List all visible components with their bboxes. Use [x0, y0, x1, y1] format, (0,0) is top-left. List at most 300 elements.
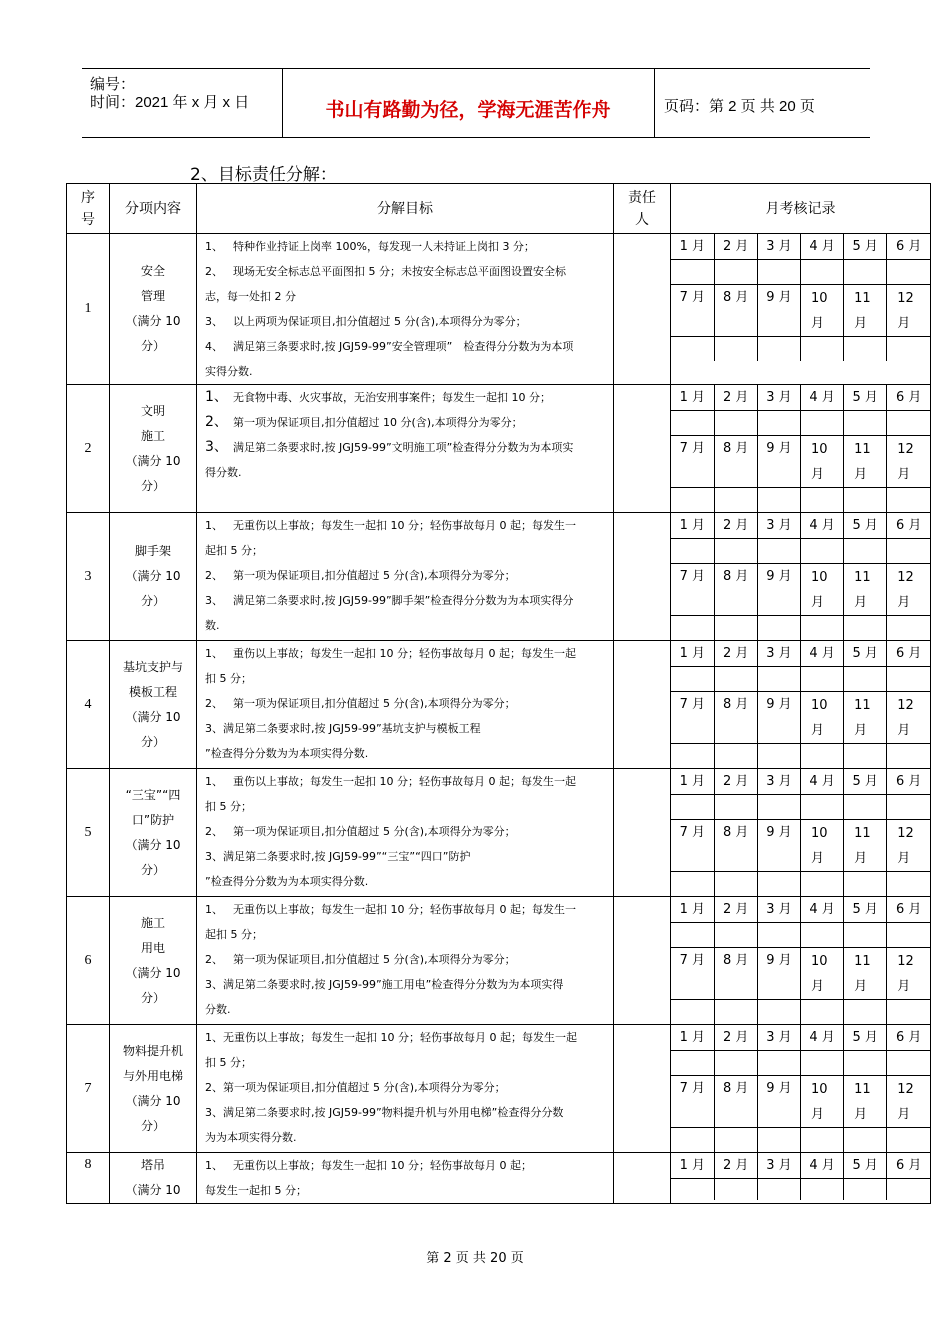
category-line: 分）	[140, 990, 165, 1005]
month-record-cell[interactable]	[714, 539, 757, 564]
month-record-cell[interactable]	[887, 616, 930, 641]
category-line: 脚手架	[134, 544, 171, 558]
month-record-cell[interactable]	[800, 1128, 843, 1153]
month-record-cell[interactable]	[800, 923, 843, 948]
table-row	[67, 1025, 931, 1153]
month-record-cell[interactable]	[757, 539, 800, 564]
target-line-number: 1、	[205, 519, 223, 532]
month-label: 1 月	[671, 385, 714, 411]
table-row	[67, 897, 931, 1025]
row-monthly-record	[671, 897, 931, 1025]
month-record-cell[interactable]	[800, 539, 843, 564]
month-record-cell[interactable]	[757, 411, 800, 436]
target-line-number: 2、	[205, 697, 223, 710]
target-line-number: 4、	[205, 340, 223, 353]
month-label: 12 月	[887, 436, 930, 488]
category-line: （满分 10	[125, 965, 181, 980]
month-label: 11 月	[844, 285, 887, 337]
category-line: （满分 10	[125, 1093, 181, 1108]
target-line-number: 2、	[205, 953, 223, 966]
row-category	[110, 385, 197, 513]
month-label: 2 月	[714, 234, 757, 260]
month-record-cell[interactable]	[800, 1051, 843, 1076]
target-line-text: ”检查得分分数为为本项实得分数.	[205, 875, 369, 888]
month-record-cell[interactable]	[887, 923, 930, 948]
target-line-text: 3、满足第二条要求时,按 JGJ59-99”物料提升机与外用电梯”检查得分分数	[205, 1106, 564, 1119]
month-record-cell[interactable]	[671, 795, 714, 820]
target-line-text: 扣 5 分；	[205, 800, 252, 813]
month-label: 2 月	[714, 769, 757, 795]
target-line	[205, 947, 607, 972]
target-line-text: 第一项为保证项目,扣分值超过 5 分(含),本项得分为零分；	[233, 825, 516, 838]
month-label: 10 月	[800, 285, 843, 337]
month-record-cell[interactable]	[887, 795, 930, 820]
month-record-cell[interactable]	[887, 1000, 930, 1025]
target-line-text: 重伤以上事故；每发生一起扣 10 分；轻伤事故每月 0 起；每发生一起	[233, 775, 576, 788]
month-label: 1 月	[671, 897, 714, 923]
month-label: 1 月	[671, 641, 714, 667]
row-seq: 1	[67, 234, 110, 385]
month-record-cell[interactable]	[671, 744, 714, 769]
target-line	[205, 460, 607, 485]
month-record-cell[interactable]	[714, 411, 757, 436]
month-record-cell[interactable]	[844, 260, 887, 285]
month-label: 8 月	[714, 820, 757, 872]
target-line-text: 满足第三条要求时,按 JGJ59-99”安全管理项” 检查得分分数为为本项	[233, 340, 574, 353]
target-line-text: 以上两项为保证项目,扣分值超过 5 分(含),本项得分为零分；	[233, 315, 527, 328]
month-label: 3 月	[757, 513, 800, 539]
target-line	[205, 588, 607, 613]
category-line: 与外用电梯	[122, 1068, 183, 1083]
month-record-cell[interactable]	[844, 539, 887, 564]
month-record-cell[interactable]	[671, 616, 714, 641]
month-record-cell[interactable]	[844, 872, 887, 897]
month-record-cell[interactable]	[757, 1128, 800, 1153]
category-line: 分）	[140, 339, 165, 353]
month-record-cell[interactable]	[800, 488, 843, 513]
page-footer: 第 2 页 共 20 页	[426, 1251, 524, 1266]
row-monthly-record	[671, 1153, 931, 1204]
target-line-text: 无重伤以上事故；每发生一起扣 10 分；轻伤事故每月 0 起；每发生一	[233, 903, 576, 916]
row-category	[110, 641, 197, 769]
target-line-text: 扣 5 分；	[205, 1056, 252, 1069]
month-record-cell[interactable]	[757, 1179, 800, 1201]
month-record-cell[interactable]	[844, 1000, 887, 1025]
month-record-cell[interactable]	[671, 411, 714, 436]
month-record-cell[interactable]	[800, 667, 843, 692]
target-line-text: 第一项为保证项目,扣分值超过 5 分(含),本项得分为零分；	[233, 953, 516, 966]
month-label: 6 月	[887, 385, 930, 411]
target-line	[205, 997, 607, 1022]
month-record-cell[interactable]	[714, 260, 757, 285]
category-line: （满分 10	[125, 569, 181, 583]
month-record-cell[interactable]	[800, 795, 843, 820]
month-label: 7 月	[671, 692, 714, 744]
row-seq: 3	[67, 513, 110, 641]
month-record-cell[interactable]	[887, 337, 930, 362]
category-line: 文明	[140, 403, 165, 418]
month-label: 11 月	[844, 564, 887, 616]
month-record-cell[interactable]	[757, 260, 800, 285]
month-label: 7 月	[671, 1076, 714, 1128]
month-record-cell[interactable]	[887, 744, 930, 769]
target-line-text: 无重伤以上事故；每发生一起扣 10 分；轻伤事故每月 0 起；	[233, 1159, 532, 1172]
month-record-cell[interactable]	[714, 1128, 757, 1153]
header-seq	[67, 184, 110, 234]
month-label: 5 月	[844, 1153, 887, 1179]
month-label: 8 月	[714, 436, 757, 488]
month-record-cell[interactable]	[714, 488, 757, 513]
target-line-text: 每发生一起扣 5 分；	[205, 1184, 307, 1197]
month-record-cell[interactable]	[757, 1000, 800, 1025]
month-record-cell[interactable]	[714, 1051, 757, 1076]
table-header-row	[67, 184, 931, 234]
month-record-cell[interactable]	[757, 337, 800, 362]
target-line	[205, 1100, 607, 1125]
row-responsible-cell[interactable]	[614, 385, 671, 513]
month-label: 12 月	[887, 1076, 930, 1128]
row-target-description	[197, 234, 614, 385]
month-record-cell[interactable]	[887, 1128, 930, 1153]
month-record-cell[interactable]	[844, 795, 887, 820]
target-line	[205, 1153, 607, 1178]
month-record-cell[interactable]	[671, 1000, 714, 1025]
month-record-cell[interactable]	[887, 260, 930, 285]
month-label: 3 月	[757, 897, 800, 923]
month-label: 8 月	[714, 1076, 757, 1128]
month-record-cell[interactable]	[800, 411, 843, 436]
month-record-cell[interactable]	[714, 872, 757, 897]
month-label: 12 月	[887, 564, 930, 616]
month-record-cell[interactable]	[757, 616, 800, 641]
month-record-cell[interactable]	[800, 872, 843, 897]
target-line	[205, 234, 607, 259]
month-label: 6 月	[887, 1153, 930, 1179]
month-label: 5 月	[844, 897, 887, 923]
category-line: 基坑支护与	[122, 659, 183, 674]
month-label: 7 月	[671, 948, 714, 1000]
month-label: 9 月	[757, 1076, 800, 1128]
target-line-text: 3、满足第二条要求时,按 JGJ59-99”施工用电”检查得分分数为为本项实得	[205, 978, 564, 991]
month-record-cell[interactable]	[757, 667, 800, 692]
target-line	[205, 922, 607, 947]
row-category	[110, 769, 197, 897]
month-record-cell[interactable]	[671, 539, 714, 564]
target-line	[205, 259, 607, 284]
doc-number: 编号：	[90, 76, 136, 93]
row-seq: 6	[67, 897, 110, 1025]
month-record-cell[interactable]	[887, 872, 930, 897]
month-record-cell[interactable]	[757, 923, 800, 948]
category-line: 施工	[140, 915, 165, 930]
target-line	[205, 385, 607, 410]
target-line-text: 满足第二条要求时,按 JGJ59-99”脚手架”检查得分分数为为本项实得分	[233, 594, 574, 607]
target-line-number: 1、	[205, 389, 228, 405]
month-record-cell[interactable]	[714, 923, 757, 948]
target-line	[205, 844, 607, 869]
month-label: 2 月	[714, 513, 757, 539]
category-line: 用电	[140, 940, 165, 955]
month-record-cell[interactable]	[714, 1179, 757, 1201]
month-label: 11 月	[844, 820, 887, 872]
month-record-cell[interactable]	[714, 744, 757, 769]
month-record-cell[interactable]	[844, 1128, 887, 1153]
month-label: 3 月	[757, 1025, 800, 1051]
month-label: 6 月	[887, 1025, 930, 1051]
month-record-cell[interactable]	[844, 411, 887, 436]
target-line-number: 3、	[205, 594, 223, 607]
row-target-description	[197, 385, 614, 513]
month-label: 4 月	[800, 513, 843, 539]
month-record-cell[interactable]	[844, 337, 887, 362]
month-label: 5 月	[844, 1025, 887, 1051]
target-line-text: 无重伤以上事故；每发生一起扣 10 分；轻伤事故每月 0 起；每发生一	[233, 519, 576, 532]
target-line	[205, 284, 607, 309]
monthly-record-grid	[671, 234, 930, 361]
row-responsible-cell[interactable]	[614, 513, 671, 641]
target-line-text: 第一项为保证项目,扣分值超过 10 分(含),本项得分为零分；	[233, 416, 523, 429]
monthly-record-grid	[671, 897, 930, 1024]
target-line-number: 1、	[205, 1159, 223, 1172]
target-line-number: 1、	[205, 903, 223, 916]
month-label: 3 月	[757, 769, 800, 795]
month-record-cell[interactable]	[714, 337, 757, 362]
category-line: （满分 10	[125, 314, 181, 328]
month-label: 9 月	[757, 692, 800, 744]
row-category	[110, 234, 197, 385]
target-line-text: 2、第一项为保证项目,扣分值超过 5 分(含),本项得分为零分；	[205, 1081, 506, 1094]
month-record-cell[interactable]	[757, 795, 800, 820]
category-line: 塔吊	[140, 1158, 165, 1172]
row-monthly-record	[671, 513, 931, 641]
target-line-number: 2、	[205, 414, 228, 430]
target-line-text: 3、满足第二条要求时,按 JGJ59-99”“三宝”“四口”防护	[205, 850, 471, 863]
month-record-cell[interactable]	[887, 667, 930, 692]
month-record-cell[interactable]	[887, 411, 930, 436]
monthly-record-grid	[671, 641, 930, 768]
month-record-cell[interactable]	[844, 1179, 887, 1201]
month-label: 5 月	[844, 641, 887, 667]
month-label: 12 月	[887, 820, 930, 872]
month-label: 3 月	[757, 234, 800, 260]
target-line	[205, 741, 607, 766]
month-label: 9 月	[757, 820, 800, 872]
table-row	[67, 513, 931, 641]
target-line-text: 现场无安全标志总平面图扣 5 分；未按安全标志总平面图设置安全标	[233, 265, 566, 278]
month-label: 10 月	[800, 436, 843, 488]
month-label: 8 月	[714, 564, 757, 616]
target-line	[205, 1050, 607, 1075]
target-line-number: 1、	[205, 240, 223, 253]
row-monthly-record	[671, 385, 931, 513]
target-line-text: 特种作业持证上岗率 100%，每发现一人未持证上岗扣 3 分；	[233, 240, 535, 253]
month-record-cell[interactable]	[757, 1051, 800, 1076]
month-label: 5 月	[844, 385, 887, 411]
target-line-text: 3、满足第二条要求时,按 JGJ59-99”基坑支护与模板工程	[205, 722, 481, 735]
category-line: 物料提升机	[122, 1043, 183, 1058]
month-record-cell[interactable]	[714, 795, 757, 820]
row-target-description	[197, 1153, 614, 1204]
month-record-cell[interactable]	[714, 667, 757, 692]
target-line-text: 满足第二条要求时,按 JGJ59-99”文明施工项”检查得分分数为为本项实	[233, 441, 574, 454]
month-record-cell[interactable]	[887, 1179, 930, 1201]
row-responsible-cell[interactable]	[614, 641, 671, 769]
month-record-cell[interactable]	[800, 337, 843, 362]
month-record-cell[interactable]	[800, 744, 843, 769]
target-line-text: 志，每一处扣 2 分	[205, 290, 296, 303]
month-label: 5 月	[844, 513, 887, 539]
month-record-cell[interactable]	[887, 539, 930, 564]
month-label: 4 月	[800, 769, 843, 795]
month-label: 2 月	[714, 1153, 757, 1179]
month-label: 8 月	[714, 948, 757, 1000]
month-record-cell[interactable]	[671, 923, 714, 948]
target-line-text: 第一项为保证项目,扣分值超过 5 分(含),本项得分为零分；	[233, 569, 516, 582]
month-label: 9 月	[757, 564, 800, 616]
row-category	[110, 1153, 197, 1204]
target-line	[205, 691, 607, 716]
row-responsible-cell[interactable]	[614, 769, 671, 897]
monthly-record-grid	[671, 1025, 930, 1152]
row-category	[110, 897, 197, 1025]
target-line-text: 为为本项实得分数.	[205, 1131, 297, 1144]
month-record-cell[interactable]	[757, 488, 800, 513]
month-label: 10 月	[800, 564, 843, 616]
month-record-cell[interactable]	[671, 872, 714, 897]
month-label: 10 月	[800, 948, 843, 1000]
row-seq: 5	[67, 769, 110, 897]
page-header	[82, 68, 870, 138]
target-line	[205, 334, 607, 359]
row-seq: 2	[67, 385, 110, 513]
target-line	[205, 666, 607, 691]
row-responsible-cell[interactable]	[614, 1025, 671, 1153]
month-record-cell[interactable]	[887, 488, 930, 513]
target-line	[205, 641, 607, 666]
month-label: 7 月	[671, 820, 714, 872]
target-line	[205, 563, 607, 588]
month-record-cell[interactable]	[714, 1000, 757, 1025]
month-record-cell[interactable]	[671, 1051, 714, 1076]
month-record-cell[interactable]	[800, 260, 843, 285]
header-target: 分解目标	[197, 184, 614, 234]
target-line-number: 2、	[205, 569, 223, 582]
month-record-cell[interactable]	[800, 1179, 843, 1201]
month-label: 9 月	[757, 948, 800, 1000]
month-record-cell[interactable]	[671, 1179, 714, 1201]
month-label: 2 月	[714, 641, 757, 667]
target-line-number: 3、	[205, 315, 223, 328]
category-line: （满分 10	[125, 1183, 181, 1197]
category-line: 分）	[140, 594, 165, 608]
month-record-cell[interactable]	[671, 488, 714, 513]
month-label: 8 月	[714, 285, 757, 337]
month-label: 11 月	[844, 692, 887, 744]
month-record-cell[interactable]	[671, 260, 714, 285]
target-line-number: 3、	[205, 439, 228, 455]
header-seq-text: 序 号	[81, 189, 95, 228]
target-line	[205, 819, 607, 844]
category-line: 分）	[140, 862, 165, 877]
month-label: 7 月	[671, 436, 714, 488]
row-monthly-record	[671, 1025, 931, 1153]
monthly-record-grid	[671, 513, 930, 640]
header-responsible-text: 责任 人	[628, 189, 656, 228]
row-target-description	[197, 769, 614, 897]
header-meta	[82, 69, 283, 137]
target-line	[205, 1075, 607, 1100]
month-record-cell[interactable]	[887, 1051, 930, 1076]
target-line	[205, 1125, 607, 1150]
row-category	[110, 513, 197, 641]
month-record-cell[interactable]	[844, 744, 887, 769]
table-row	[67, 234, 931, 385]
month-label: 4 月	[800, 385, 843, 411]
row-responsible-cell[interactable]	[614, 897, 671, 1025]
month-label: 2 月	[714, 385, 757, 411]
month-record-cell[interactable]	[757, 872, 800, 897]
month-record-cell[interactable]	[844, 1051, 887, 1076]
row-monthly-record	[671, 641, 931, 769]
month-label: 12 月	[887, 948, 930, 1000]
table-row	[67, 385, 931, 513]
month-label: 4 月	[800, 234, 843, 260]
month-label: 3 月	[757, 641, 800, 667]
month-label: 4 月	[800, 1153, 843, 1179]
month-record-cell[interactable]	[671, 1128, 714, 1153]
month-label: 5 月	[844, 769, 887, 795]
target-line-text: 实得分数.	[205, 365, 253, 378]
month-label: 12 月	[887, 692, 930, 744]
target-line-text: 第一项为保证项目,扣分值超过 5 分(含),本项得分为零分；	[233, 697, 516, 710]
month-record-cell[interactable]	[844, 667, 887, 692]
row-responsible-cell[interactable]	[614, 1153, 671, 1204]
month-label: 4 月	[800, 641, 843, 667]
month-label: 6 月	[887, 234, 930, 260]
target-line-number: 2、	[205, 265, 223, 278]
month-label: 6 月	[887, 769, 930, 795]
month-record-cell[interactable]	[844, 616, 887, 641]
month-label: 7 月	[671, 564, 714, 616]
target-line	[205, 613, 607, 638]
month-record-cell[interactable]	[800, 616, 843, 641]
month-record-cell[interactable]	[844, 923, 887, 948]
row-target-description	[197, 897, 614, 1025]
month-label: 2 月	[714, 1025, 757, 1051]
month-label: 11 月	[844, 948, 887, 1000]
month-record-cell[interactable]	[671, 667, 714, 692]
month-label: 9 月	[757, 285, 800, 337]
month-label: 1 月	[671, 1025, 714, 1051]
target-line-text: 起扣 5 分；	[205, 544, 263, 557]
category-line: 分）	[140, 734, 165, 749]
row-responsible-cell[interactable]	[614, 234, 671, 385]
month-record-cell[interactable]	[757, 744, 800, 769]
month-record-cell[interactable]	[844, 488, 887, 513]
target-line-text: 1、无重伤以上事故；每发生一起扣 10 分；轻伤事故每月 0 起；每发生一起	[205, 1031, 577, 1044]
header-motto: 书山有路勤为径，学海无涯苦作舟	[282, 69, 655, 137]
month-record-cell[interactable]	[671, 337, 714, 362]
target-line-text: 起扣 5 分；	[205, 928, 263, 941]
month-record-cell[interactable]	[714, 616, 757, 641]
target-line	[205, 972, 607, 997]
target-line	[205, 538, 607, 563]
target-line-text: 数.	[205, 619, 220, 632]
month-label: 4 月	[800, 897, 843, 923]
target-line-text: 得分数.	[205, 466, 242, 479]
month-record-cell[interactable]	[800, 1000, 843, 1025]
row-seq: 7	[67, 1025, 110, 1153]
